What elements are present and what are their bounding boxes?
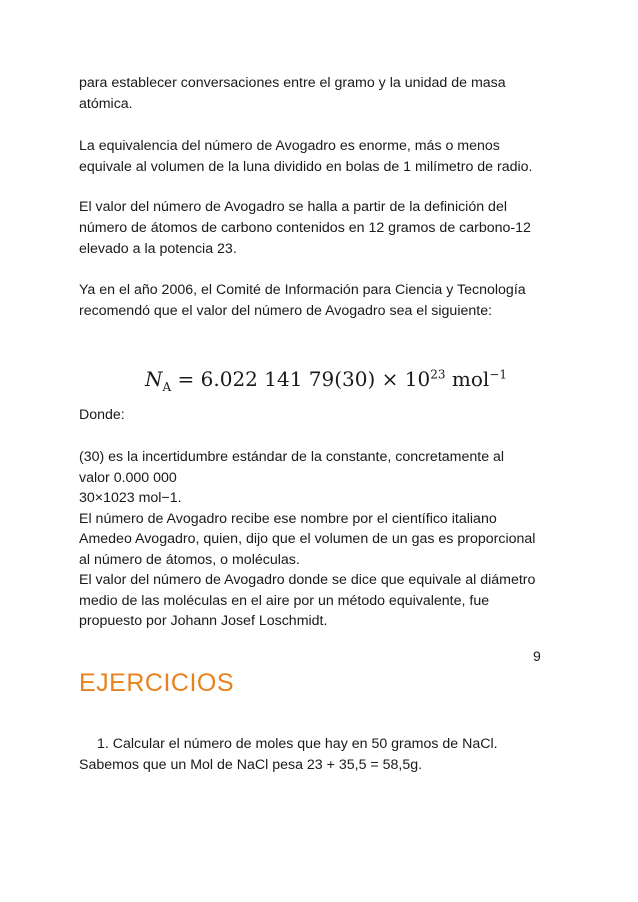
exercise-item: 1. Calcular el número de moles que hay en 50 gramos de NaCl. <box>97 736 498 752</box>
text-line: Ya en el año 2006, el Comité de Información para Ciencia y Tecnología <box>79 282 526 298</box>
formula-exponent: 23 <box>430 367 446 382</box>
page-number: 9 <box>533 648 541 664</box>
text-line: propuesto por Johann Josef Loschmidt. <box>79 613 328 629</box>
text-line: (30) es la incertidumbre estándar de la constante, concretamente al <box>79 449 505 465</box>
formula-unit-exponent: −1 <box>489 367 507 382</box>
text-line: para establecer conversaciones entre el gramo y la unidad de masa <box>79 75 506 91</box>
paragraph-recommendation <box>79 280 569 322</box>
section-heading: EJERCICIOS <box>79 669 235 697</box>
text-line: elevado a la potencia 23. <box>79 241 237 257</box>
formula-subscript: A <box>162 380 172 394</box>
text-line: Amedeo Avogadro, quien, dijo que el volumen de un gas es proporcional <box>79 531 536 547</box>
avogadro-formula <box>145 367 507 394</box>
text-line: al número de átomos, o moléculas. <box>79 551 300 568</box>
text-line: El valor del número de Avogadro donde se dice que equivale al diámetro <box>79 572 536 588</box>
text-line: recomendó que el valor del número de Avogadro sea el siguiente: <box>79 303 493 319</box>
text-line: valor 0.000 000 <box>79 469 177 486</box>
exercise-continuation: Sabemos que un Mol de NaCl pesa 23 + 35,5 = 58,5g. <box>79 757 423 773</box>
paragraph-intro <box>79 73 569 115</box>
text-line: El valor del número de Avogadro se halla a partir de la definición del <box>79 199 507 215</box>
text-line: La equivalencia del número de Avogadro es enorme, más o menos <box>79 138 500 154</box>
exercise-list <box>79 734 498 776</box>
formula-unit: mol <box>445 367 490 391</box>
text-line: número de átomos de carbono contenidos en 12 gramos de carbono-12 <box>79 220 531 236</box>
paragraph-body <box>79 447 569 632</box>
text-line: atómica. <box>79 96 133 112</box>
text-line: medio de las moléculas en el aire por un método equivalente, fue <box>79 592 490 609</box>
text-line: El número de Avogadro recibe ese nombre por el científico italiano <box>79 510 497 527</box>
formula-symbol: N <box>145 367 163 391</box>
paragraph-definition <box>79 197 569 260</box>
paragraph-equivalence <box>79 136 569 178</box>
text-line: equivale al volumen de la luna dividido en bolas de 1 milímetro de radio. <box>79 159 533 175</box>
donde-label: Donde: <box>79 407 125 423</box>
formula-value: = 6.022 141 79(30) × 10 <box>171 367 431 391</box>
text-line: 30×1023 mol−1. <box>79 490 182 506</box>
